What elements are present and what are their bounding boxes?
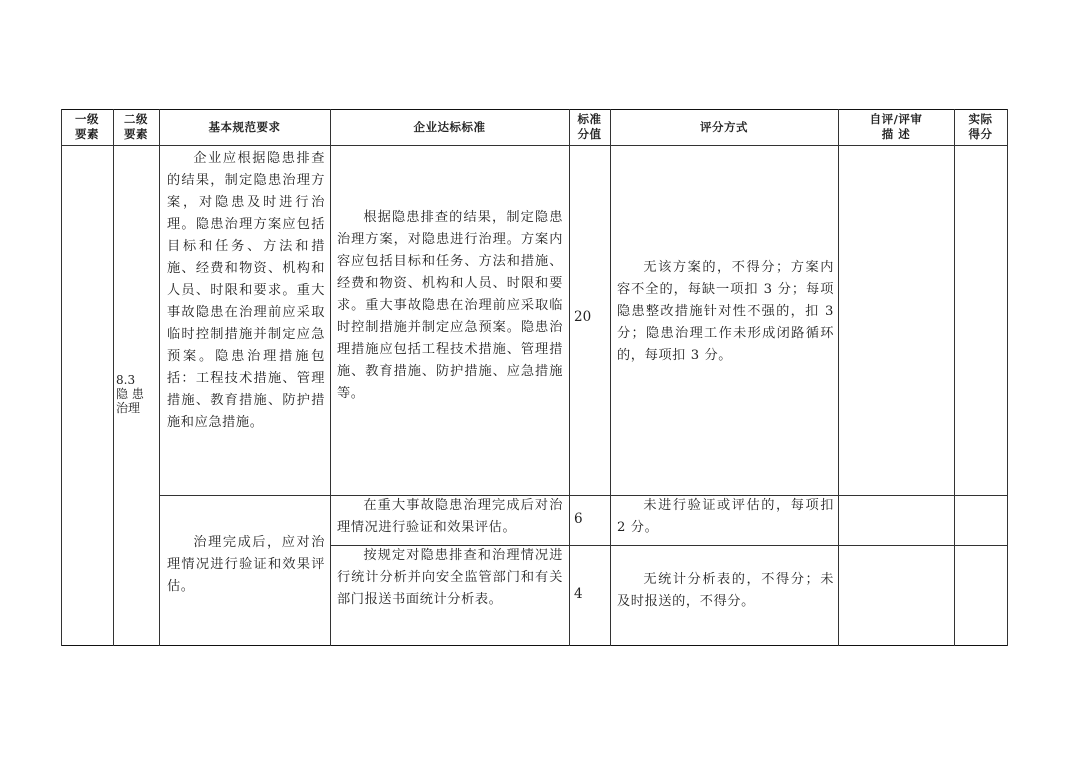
table-bottom-border xyxy=(61,645,1008,646)
header-basic-requirements: 基本规范要求 xyxy=(208,119,281,134)
col-border xyxy=(1007,109,1008,646)
row3-score: 4 xyxy=(574,586,583,602)
row1-score: 20 xyxy=(574,309,592,325)
col-border xyxy=(954,109,955,646)
row3-enterprise-standard: 按规定对隐患排查和治理情况进行统计分析并向安全监管部门和有关部门报送书面统计分析表。 xyxy=(337,548,563,607)
row1-basic-requirement: 企业应根据隐患排查的结果，制定隐患治理方案，对隐患及时进行治理。隐患治理方案应包括目标和任务、方法和措施、经费和物资、机构和人员、时限和要求。重大事故隐患在治理前应采取临时控制措施并制定应急预案。隐患治理措施包括：工程技术措施、管理措施、教育措施、防护措施和应急措施。 xyxy=(167,151,325,430)
header-bottom-border xyxy=(61,145,1008,146)
col-border xyxy=(113,109,114,646)
header-enterprise-standard: 企业达标标准 xyxy=(413,119,486,134)
row2-scoring-method: 未进行验证或评估的，每项扣 2 分。 xyxy=(617,498,834,535)
col-border xyxy=(610,109,611,646)
header-level2: 二级 要素 xyxy=(124,112,148,141)
col-border xyxy=(838,109,839,646)
col-border xyxy=(569,109,570,646)
header-scoring-method: 评分方式 xyxy=(700,119,748,134)
row1-scoring-method: 无该方案的，不得分；方案内容不全的，每缺一项扣 3 分；每项隐患整改措施针对性不强的，扣 3 分；隐患治理工作未形成闭路循环的，每项扣 3 分。 xyxy=(617,260,834,363)
row1-enterprise-standard: 根据隐患排查的结果，制定隐患治理方案，对隐患进行治理。方案内容应包括目标和任务、方法和措施、经费和物资、机构和人员、时限和要求。重大事故隐患在治理前应采取临时控制措施并制定应急预案。隐患治理措施应包括工程技术措施、管理措施、教育措施、防护措施、应急措施等。 xyxy=(337,210,563,401)
row2-score: 6 xyxy=(574,511,583,527)
col-border xyxy=(159,109,160,646)
col-border xyxy=(61,109,62,646)
col-border xyxy=(330,109,331,646)
header-level1: 一级 要素 xyxy=(75,112,99,141)
level2-element: 8.3 隐 患 治理 xyxy=(116,373,144,415)
standards-table xyxy=(61,109,1008,646)
header-self-review: 自评/评审 描 述 xyxy=(869,112,923,141)
row3-scoring-method: 无统计分析表的，不得分；未及时报送的，不得分。 xyxy=(617,572,834,609)
row2-basic-requirement: 治理完成后，应对治理情况进行验证和效果评估。 xyxy=(167,535,325,594)
header-standard-score: 标准 分值 xyxy=(577,112,602,141)
row2-enterprise-standard: 在重大事故隐患治理完成后对治理情况进行验证和效果评估。 xyxy=(337,498,563,535)
row1-bottom-border xyxy=(159,495,1008,496)
header-actual-score: 实际 得分 xyxy=(968,112,993,141)
